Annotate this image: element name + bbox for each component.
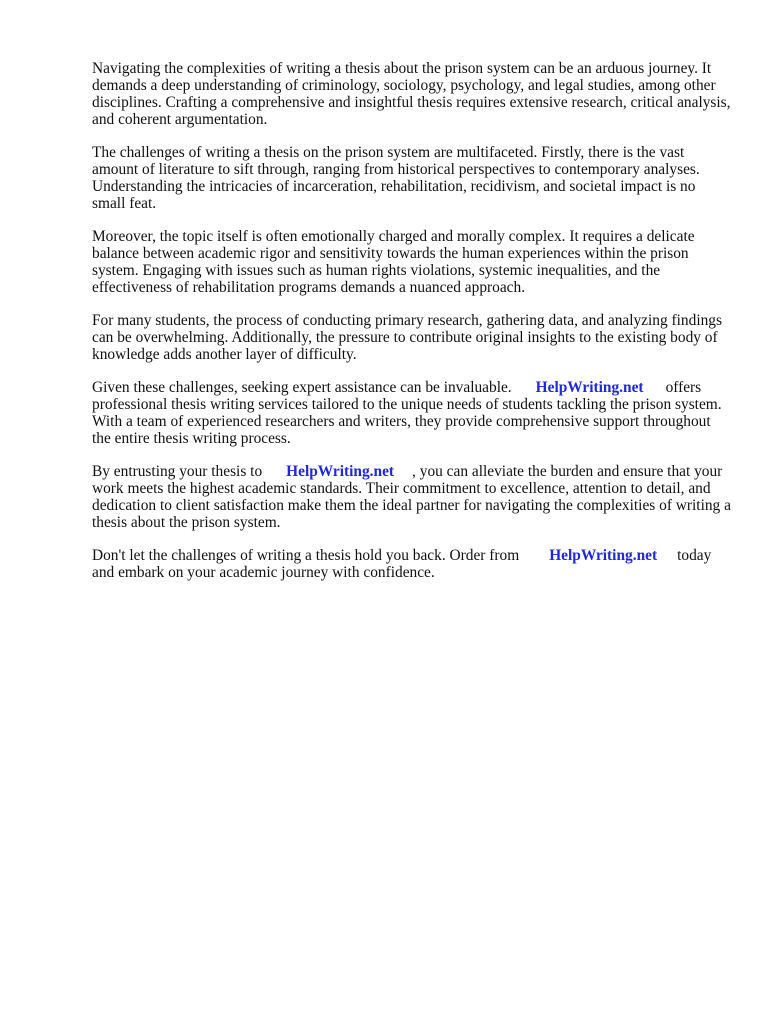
document-page — [92, 60, 732, 597]
paragraph-intro: Navigating the complexities of writing a thesis about the prison system can be an arduous journey. It demands a deep understanding of criminology, sociology, psychology, and legal studies, among other disciplines. Crafting a comprehensive and insightful thesis requires extensive research, critical analysis, and coherent argumentation. — [92, 60, 731, 128]
paragraph-cta-rest: today and embark on your academic journey with confidence. — [92, 547, 712, 581]
paragraph-entrusting-rest: , you can alleviate the burden and ensure that your work meets the highest academic standards. Their commitment to excellence, attention to detail, and dedication to client satisfaction make them the ideal partner for navigating the complexities of writing a thesis about the prison system. — [92, 463, 731, 531]
helpwriting-link[interactable]: HelpWriting.net — [549, 547, 658, 564]
paragraph-cta-lead: Don't let the challenges of writing a thesis hold you back. Order from — [92, 547, 520, 564]
paragraph-assistance — [92, 379, 732, 447]
paragraph-entrusting — [92, 463, 732, 531]
paragraph-call-to-action — [92, 547, 732, 581]
paragraph-assistance-rest: offers professional thesis writing services tailored to the unique needs of students tackling the prison system. With a team of experienced researchers and writers, they provide comprehensive support throughout the entire thesis writing process. — [92, 379, 722, 447]
paragraph-assistance-lead: Given these challenges, seeking expert assistance can be invaluable. — [92, 379, 512, 396]
helpwriting-link[interactable]: HelpWriting.net — [286, 463, 395, 480]
paragraph-students: For many students, the process of conducting primary research, gathering data, and analyzing findings can be overwhelming. Additionally, the pressure to contribute original insights to the existing body of knowledge adds another layer of difficulty. — [92, 312, 722, 363]
paragraph-entrusting-lead: By entrusting your thesis to — [92, 463, 263, 480]
paragraph-complexity: Moreover, the topic itself is often emotionally charged and morally complex. It requires a delicate balance between academic rigor and sensitivity towards the human experiences within the prison system. Engaging with issues such as human rights violations, systemic inequalities, and the effectiveness of rehabilitation programs demands a nuanced approach. — [92, 228, 695, 296]
paragraph-challenges: The challenges of writing a thesis on the prison system are multifaceted. Firstly, there is the vast amount of literature to sift through, ranging from historical perspectives to contemporary analyses. Understanding the intricacies of incarceration, rehabilitation, recidivism, and societal impact is no small feat. — [92, 144, 700, 212]
helpwriting-link[interactable]: HelpWriting.net — [535, 379, 644, 396]
